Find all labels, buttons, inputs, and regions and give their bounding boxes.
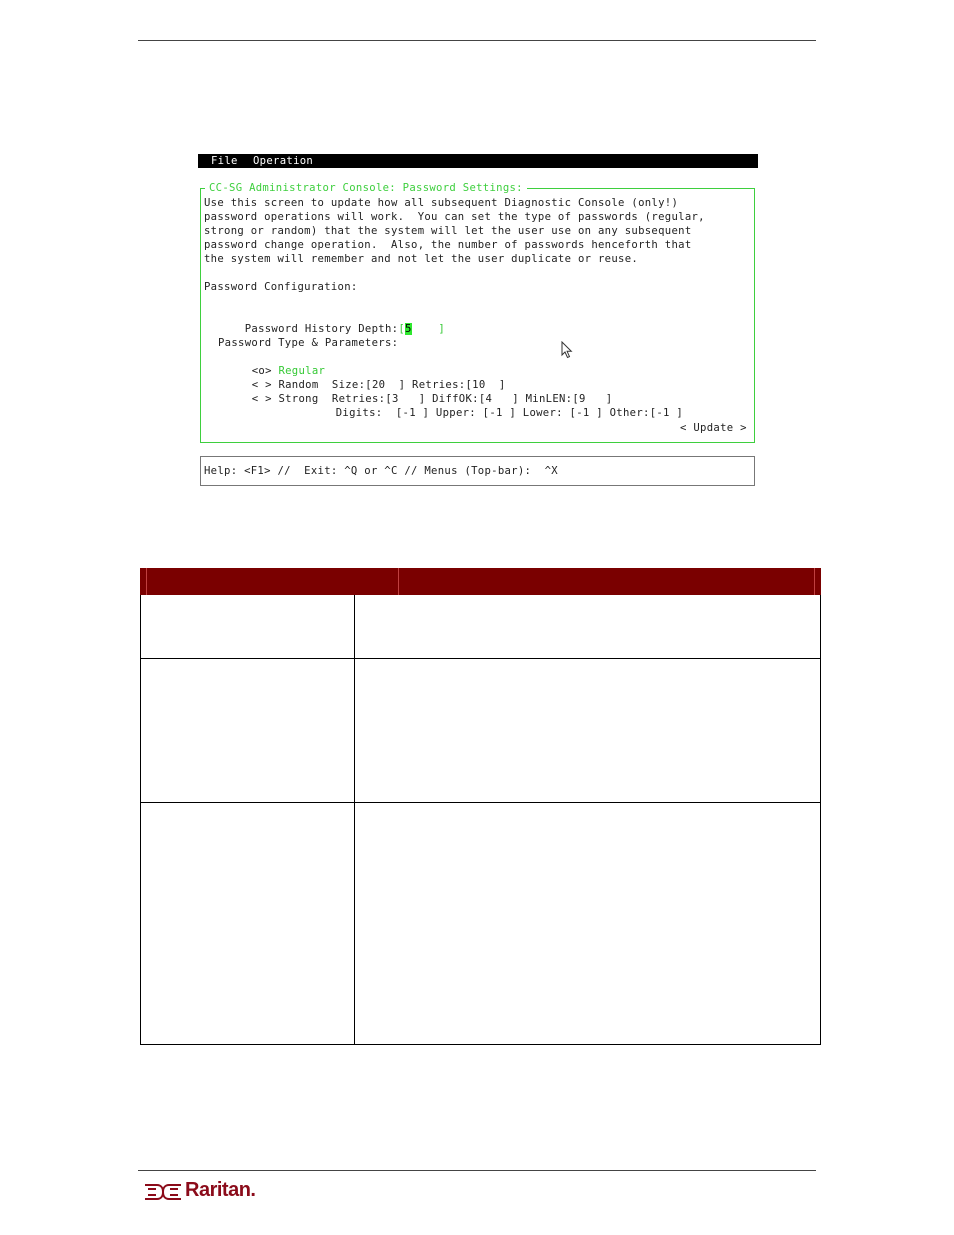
digits-value[interactable]: -1: [402, 407, 416, 419]
random-label: Random: [278, 379, 319, 391]
regular-label: Regular: [278, 365, 326, 377]
raritan-logo: [143, 1178, 256, 1206]
menu-file[interactable]: File: [211, 155, 238, 167]
panel-title: CC-SG Administrator Console: Password Settings:: [205, 181, 527, 195]
table-row: [140, 659, 821, 803]
strong-diffok-value[interactable]: 4: [485, 393, 493, 405]
password-settings-panel: [200, 182, 755, 443]
other-value[interactable]: -1: [656, 407, 670, 419]
help-bar: [200, 456, 755, 486]
settings-table: [140, 568, 821, 1045]
strong-char-classes: Digits: [-1 ] Upper: [-1 ] Lower: [-1 ] Other:[-1 ]: [335, 407, 684, 419]
lower-value[interactable]: -1: [576, 407, 590, 419]
description-line: password change operation. Also, the number of passwords henceforth that: [204, 239, 692, 251]
menu-operation[interactable]: Operation: [253, 155, 314, 167]
strong-radio[interactable]: < >: [251, 393, 272, 405]
table-header: [140, 568, 821, 595]
raritan-mark-icon: [143, 1181, 183, 1203]
random-retries-value[interactable]: 10: [472, 379, 486, 391]
history-depth-value[interactable]: 5: [405, 323, 412, 335]
history-depth-label: Password History Depth:: [244, 323, 399, 335]
console-menu-bar: [198, 154, 758, 168]
regular-radio[interactable]: <o>: [251, 365, 272, 377]
header-divider: [146, 568, 147, 595]
description-line: password operations will work. You can set the type of passwords (regular,: [204, 211, 705, 223]
strong-diffok-label: DiffOK:: [432, 393, 479, 405]
history-depth-field[interactable]: [5 ]: [398, 323, 446, 335]
footer-rule: [138, 1170, 816, 1171]
description-line: the system will remember and not let the user duplicate or reuse.: [204, 253, 639, 265]
random-size-value[interactable]: 20: [371, 379, 386, 391]
random-radio[interactable]: < >: [251, 379, 272, 391]
logo-text: Raritan.: [185, 1179, 256, 1201]
column-divider: [354, 595, 355, 1045]
top-rule: [138, 40, 816, 41]
strong-option[interactable]: < > Strong Retries:[3 ] DiffOK:[4 ] MinLEN:[9 ]: [251, 393, 613, 405]
digits-label: Digits:: [335, 407, 383, 419]
table-row: [140, 595, 821, 659]
lower-label: Lower:: [522, 407, 563, 419]
description-line: Use this screen to update how all subsequent Diagnostic Console (only!): [204, 197, 679, 209]
config-heading: Password Configuration:: [204, 281, 358, 293]
strong-minlen-value[interactable]: 9: [579, 393, 586, 405]
random-size-label: Size:: [331, 379, 366, 391]
help-text: Help: <F1> // Exit: ^Q or ^C // Menus (Top-bar): ^X: [204, 465, 558, 477]
strong-label: Strong: [278, 393, 319, 405]
strong-minlen-label: MinLEN:: [525, 393, 573, 405]
strong-retries-label: Retries:: [331, 393, 386, 405]
strong-retries-value[interactable]: 3: [392, 393, 399, 405]
table-row: [140, 803, 821, 1045]
mouse-pointer-icon: [561, 341, 573, 359]
random-retries-label: Retries:: [412, 379, 466, 391]
random-option[interactable]: < > Random Size:[20 ] Retries:[10 ]: [251, 379, 506, 391]
type-heading: Password Type & Parameters:: [218, 337, 399, 349]
upper-label: Upper:: [435, 407, 476, 419]
header-divider: [814, 568, 815, 595]
header-divider: [398, 568, 399, 595]
upper-value[interactable]: -1: [489, 407, 503, 419]
other-label: Other:: [609, 407, 650, 419]
description-line: strong or random) that the system will let the user use on any subsequent: [204, 225, 692, 237]
update-button[interactable]: < Update >: [680, 422, 747, 434]
